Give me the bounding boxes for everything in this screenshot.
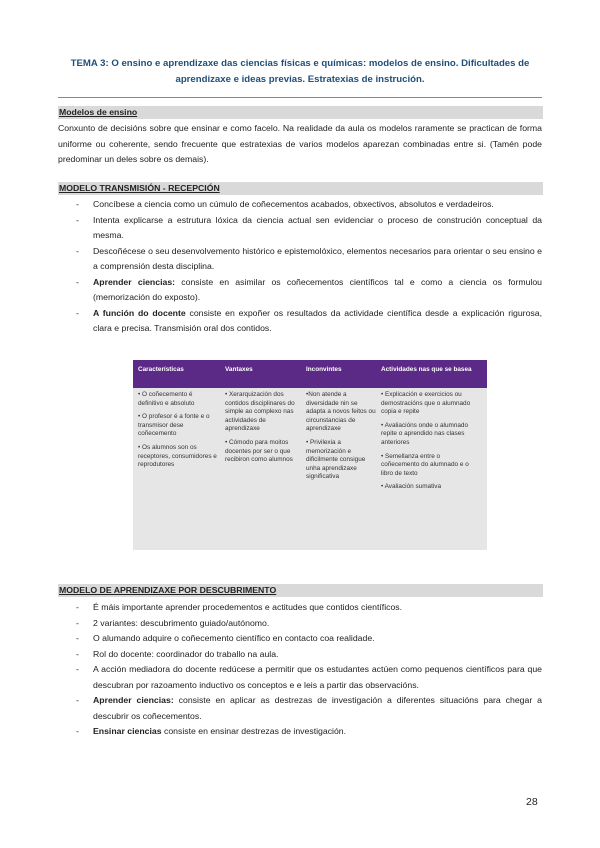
dash-bullet: -	[76, 307, 79, 318]
list-item-text: Intenta explicarse a estrutura lóxica da ciencia actual sen evidenciar o proceso de construción conceptual da mesma.	[93, 214, 542, 240]
table-cell-entry: • Avaliacións onde o alumnado repite o aprendido nas clases anteriores	[381, 421, 469, 446]
table-header-cell: Vantaxes	[225, 366, 253, 373]
dash-bullet: -	[76, 633, 79, 643]
dash-bullet: -	[76, 726, 79, 736]
table-cell-entry: • O coñecemento é definitivo e absoluto	[138, 391, 195, 407]
table-column	[306, 391, 376, 487]
list-item	[58, 693, 542, 724]
dash-bullet: -	[76, 245, 79, 256]
dash-bullet: -	[76, 214, 79, 225]
dash-bullet: -	[76, 695, 79, 705]
list-item-text: Concíbese a ciencia como un cúmulo de coñecementos acabados, obxectivos, absolutos e verdadeiros.	[93, 199, 494, 209]
title-lead: TEMA 3	[70, 58, 106, 69]
list-item-text: O alumando adquire o coñecemento científico en contacto coa realidade.	[93, 633, 375, 643]
page-title	[60, 56, 540, 88]
list-item	[58, 600, 542, 616]
list-item	[58, 616, 542, 632]
list-item-text: consiste en aplicar as destrezas de investigación a diferentes situacións para chegar a descubrir os coñecementos.	[93, 695, 542, 721]
dash-bullet: -	[76, 602, 79, 612]
table-cell-entry: • O profesor é a fonte e o transmisor dese coñecemento	[138, 413, 210, 438]
section-heading-transmission: MODELO TRANSMISIÓN - RECEPCIÓN	[58, 182, 543, 195]
list-item	[58, 213, 542, 244]
list-item-bold: A función do docente	[93, 307, 186, 318]
list-item	[58, 631, 542, 647]
table-column	[381, 391, 479, 497]
list-item-text: consiste en ensinar destrezas de investigación.	[161, 726, 347, 736]
table-cell-entry: • Explicación e exercicios ou demostracións que o alumnado copia e repite	[381, 391, 471, 416]
table-header-row	[133, 360, 487, 388]
list-item	[58, 275, 542, 306]
title-divider	[58, 97, 542, 98]
dash-bullet: -	[76, 664, 79, 674]
table-cell-entry: • Xerarquización dos contidos disciplinares do simple ao complexo nas actividades de aprendizaxe	[225, 391, 295, 433]
page-number: 28	[526, 796, 538, 808]
table-cell-entry: • Cómodo para moitos docentes por ser o que recibiron como alumnos	[225, 438, 293, 464]
list-item-bold: Aprender ciencias:	[93, 276, 176, 287]
list-item-text: É máis importante aprender procedementos e actitudes que contidos científicos.	[93, 602, 403, 612]
list-item-text: 2 variantes: descubrimento guiado/autónomo.	[93, 617, 270, 628]
models-paragraph: Conxunto de decisións sobre que ensinar e como facelo. Na realidade da aula os modelos raramente se practican de forma uniforme ou coherente, sendo frecuente que estratexias de varios modelos aparezan combinadas entre si. (Tamén pode predominar un deles sobre os demais).	[58, 123, 542, 164]
table-cell-entry: • Semellanza entre o coñecemento do alumnado e o libro de texto	[381, 452, 469, 477]
list-item	[58, 197, 542, 213]
table-cell-entry: • Os alumnos son os receptores, consumidores e reprodutores	[138, 443, 217, 469]
dash-bullet: -	[76, 276, 79, 287]
discovery-list	[58, 600, 542, 740]
list-item-text: Rol do docente: coordinador do traballo na aula.	[93, 648, 279, 659]
list-item-text: A acción mediadora do docente redúcese a permitir que os estudantes actúen como pequenos científicos para que descubran por razoamento inductivo os conceptos e e leis a partir das observacións.	[93, 664, 542, 690]
dash-bullet: -	[76, 617, 79, 628]
list-item	[58, 647, 542, 663]
list-item	[58, 662, 542, 693]
table-header-cell: Actividades nas que se basea	[381, 366, 472, 373]
list-item	[58, 244, 542, 275]
table-cell-entry: • Avaliación sumativa	[381, 483, 442, 491]
table-cell-entry: •Non atende a diversidade nin se adapta a novos feitos ou circunstancias de aprendizaxe	[306, 391, 376, 433]
table-column	[138, 391, 218, 475]
comparison-table	[133, 360, 487, 550]
title-rest: : O ensino e aprendizaxe das ciencias físicas e químicas: modelos de ensino. Dificultades de aprendizaxe e ideas previas. Estratexias de instrución.	[105, 58, 530, 85]
list-item-bold: Ensinar ciencias	[93, 726, 162, 736]
section-heading-discovery: MODELO DE APRENDIZAXE POR DESCUBRIMENTO	[58, 584, 543, 597]
list-item-text: consiste en expoñer os resultados da actividade científica desde a explicación rigurosa, clara e precisa. Transmisión oral dos contidos.	[93, 307, 542, 333]
list-item-bold: Aprender ciencias:	[93, 695, 174, 705]
table-header-cell: Inconvintes	[306, 366, 342, 373]
list-item	[58, 724, 542, 740]
dash-bullet: -	[76, 648, 79, 659]
table-column	[225, 391, 301, 470]
table-cell-entry: • Privilexia a memorización e dificilmente consigue unha aprendizaxe significativa	[306, 438, 366, 481]
table-header-cell: Características	[138, 366, 184, 373]
list-item	[58, 306, 542, 337]
dash-bullet: -	[76, 199, 79, 209]
transmission-list	[58, 197, 542, 337]
section-heading-models: Modelos de ensino	[58, 106, 543, 119]
list-item-text: consiste en asimilar os coñecementos científicos tal e como a ciencia os formulou (memorización do exposto).	[93, 276, 542, 302]
list-item-text: Descoñécese o seu desenvolvemento histórico e epistemolóxico, elementos necesarios para orientar o seu ensino e a comprensión desta disciplina.	[93, 245, 542, 271]
